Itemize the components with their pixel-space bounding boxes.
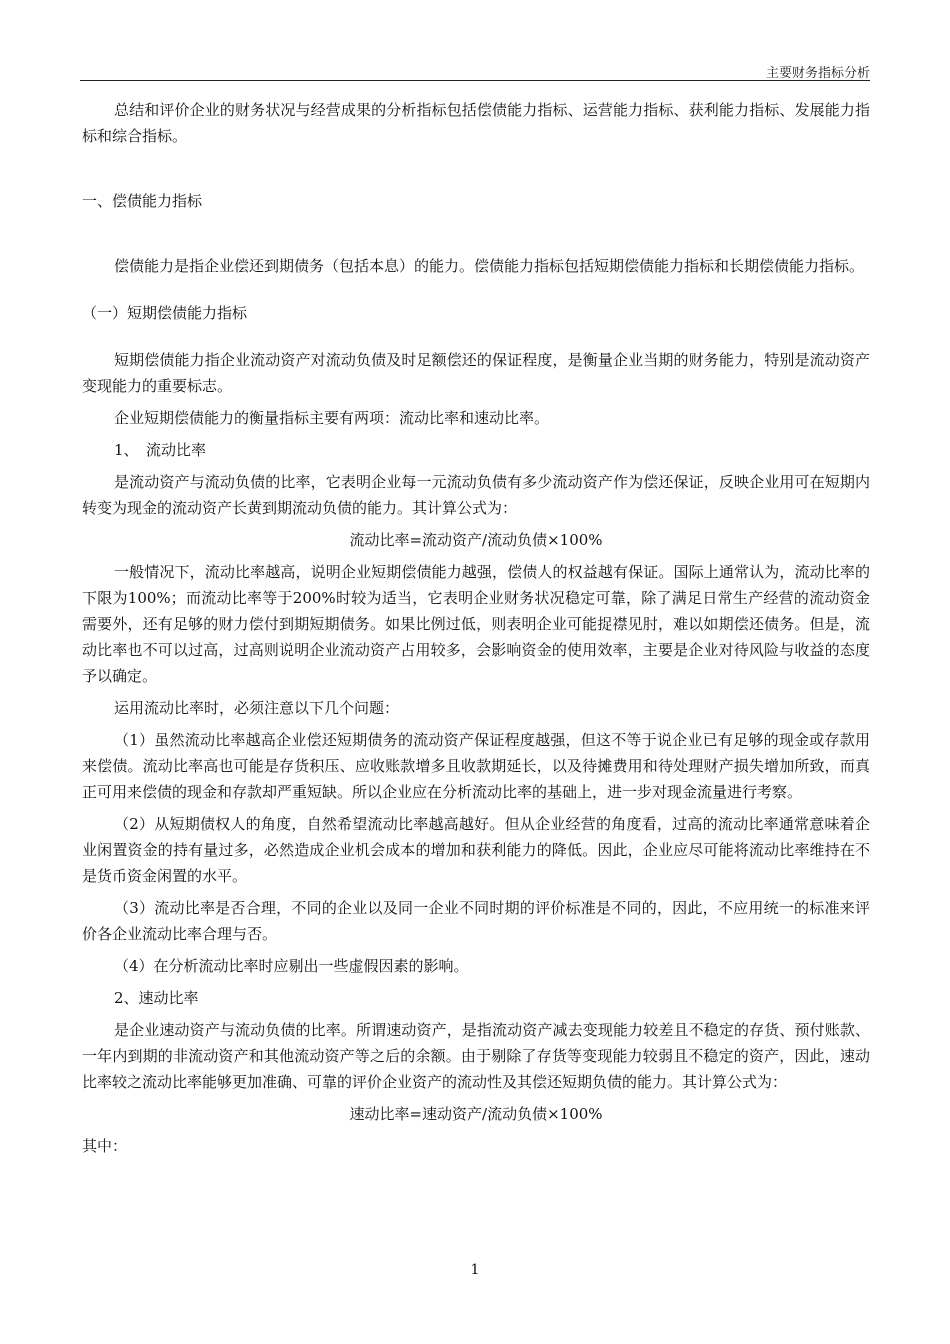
item-heading: 1、 流动比率: [114, 441, 207, 459]
header-rule: [80, 80, 870, 81]
subsection-heading: （一）短期偿债能力指标: [82, 304, 248, 322]
issue-paragraph: （2）从短期债权人的角度，自然希望流动比率越高越好。但从企业经营的角度看，过高的流动比率通常意味着企业闲置资金的持有量过多，必然造成企业机会成本的增加和获利能力的降低。因此，企业应尽可能将流动比率维持在不是货币资金闲置的水平。: [82, 815, 870, 885]
section-paragraph: 偿债能力是指企业偿还到期债务（包括本息）的能力。偿债能力指标包括短期偿债能力指标和长期偿债能力指标。: [114, 257, 865, 275]
item-paragraph: 是企业速动资产与流动负债的比率。所谓速动资产，是指流动资产减去变现能力较差且不稳定的存货、预付账款、一年内到期的非流动资产和其他流动资产等之后的余额。由于剔除了存货等变现能力较弱且不稳定的资产，因此，速动比率较之流动比率能够更加准确、可靠的评价企业资产的流动性及其偿还短期负债的能力。其计算公式为：: [82, 1021, 870, 1091]
issue-paragraph: （3）流动比率是否合理，不同的企业以及同一企业不同时期的评价标准是不同的，因此，不应用统一的标准来评价各企业流动比率合理与否。: [82, 899, 870, 943]
item-paragraph: 是流动资产与流动负债的比率，它表明企业每一元流动负债有多少流动资产作为偿还保证，反映企业用可在短期内转变为现金的流动资产长黄到期流动负债的能力。其计算公式为：: [82, 473, 870, 517]
page-body: [82, 97, 870, 1159]
issue-paragraph: （1）虽然流动比率越高企业偿还短期债务的流动资产保证程度越强，但这不等于说企业已有足够的现金或存款用来偿债。流动比率高也可能是存货积压、应收账款增多且收款期延长，以及待摊费用和待处理财产损失增加所致，而真正可用来偿债的现金和存款却严重短缺。所以企业应在分析流动比率的基础上，进一步对现金流量进行考察。: [82, 731, 870, 801]
issues-intro: 运用流动比率时，必须注意以下几个问题：: [114, 699, 400, 717]
explanation-paragraph: 一般情况下，流动比率越高，说明企业短期偿债能力越强，偿债人的权益越有保证。国际上通常认为，流动比率的下限为100%；而流动比率等于200%时较为适当，它表明企业财务状况稳定可靠，除了满足日常生产经营的流动资金需要外，还有足够的财力偿付到期短期债务。如果比例过低，则表明企业可能捉襟见肘，难以如期偿还债务。但是，流动比率也不可以过高，过高则说明企业流动资产占用较多，会影响资金的使用效率，主要是企业对待风险与收益的态度予以确定。: [82, 563, 870, 685]
intro-paragraph: 总结和评价企业的财务状况与经营成果的分析指标包括偿债能力指标、运营能力指标、获利能力指标、发展能力指标和综合指标。: [82, 101, 870, 145]
formula: 流动比率=流动资产/流动负债×100%: [349, 531, 603, 549]
subsection-paragraph: 企业短期偿债能力的衡量指标主要有两项：流动比率和速动比率。: [114, 409, 550, 427]
item-heading: 2、速动比率: [114, 989, 199, 1007]
formula: 速动比率=速动资产/流动负债×100%: [349, 1105, 603, 1123]
page-number: 1: [470, 1262, 480, 1278]
section-heading: 一、偿债能力指标: [82, 192, 203, 210]
issue-paragraph: （4）在分析流动比率时应剔出一些虚假因素的影响。: [114, 957, 469, 975]
where-label: 其中：: [82, 1137, 128, 1155]
subsection-paragraph: 短期偿债能力指企业流动资产对流动负债及时足额偿还的保证程度，是衡量企业当期的财务能力，特别是流动资产变现能力的重要标志。: [82, 351, 870, 395]
running-header: 主要财务指标分析: [765, 66, 870, 81]
